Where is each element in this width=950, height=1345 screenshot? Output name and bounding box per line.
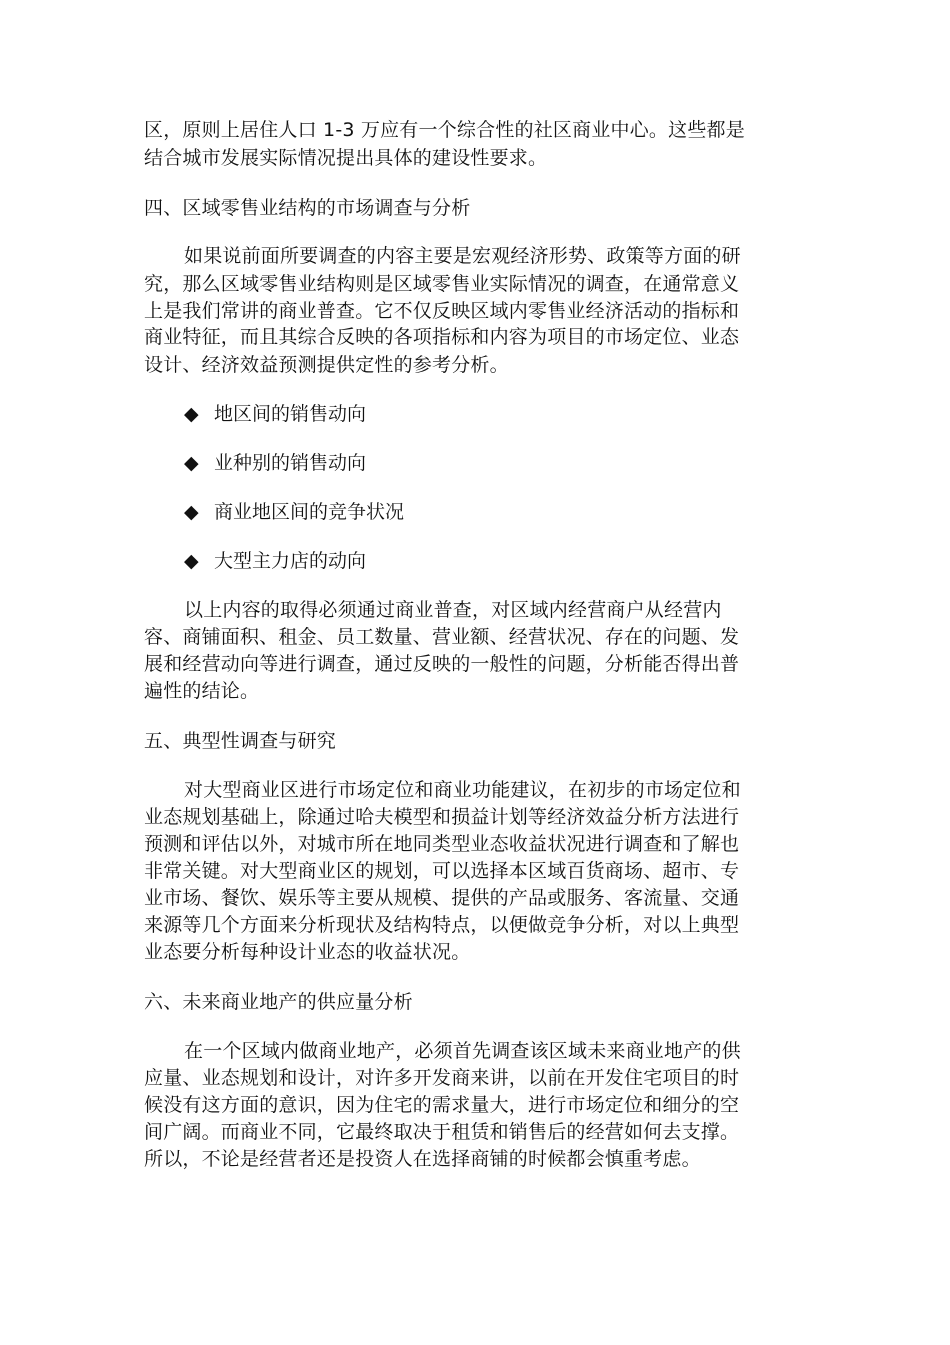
paragraph-line: 对大型商业区进行市场定位和商业功能建议，在初步的市场定位和 bbox=[184, 779, 741, 801]
list-item-label: 商业地区间的竞争状况 bbox=[214, 501, 405, 523]
paragraph-line: 以上内容的取得必须通过商业普查，对区域内经营商户从经营内 bbox=[184, 599, 722, 621]
list-item-label: 地区间的销售动向 bbox=[214, 403, 367, 425]
paragraph-line: 所以，不论是经营者还是投资人在选择商铺的时候都会慎重考虑。 bbox=[144, 1148, 701, 1170]
paragraph-line: 区，原则上居住人口 1-3 万应有一个综合性的社区商业中心。这些都是 bbox=[144, 119, 745, 141]
diamond-bullet-icon: ◆ bbox=[184, 403, 199, 425]
paragraph-line: 候没有这方面的意识，因为住宅的需求量大，进行市场定位和细分的空 bbox=[144, 1094, 740, 1116]
section-heading: 五、典型性调查与研究 bbox=[144, 730, 337, 752]
list-item bbox=[184, 450, 366, 476]
list-item-label: 大型主力店的动向 bbox=[214, 550, 367, 572]
paragraph-line: 容、商铺面积、租金、员工数量、营业额、经营状况、存在的问题、发 bbox=[144, 626, 740, 648]
paragraph-line: 遍性的结论。 bbox=[144, 680, 260, 702]
paragraph-line: 究，那么区域零售业结构则是区域零售业实际情况的调查，在通常意义 bbox=[144, 273, 740, 295]
paragraph-line: 展和经营动向等进行调查，通过反映的一般性的问题，分析能否得出普 bbox=[144, 653, 740, 675]
list-item bbox=[184, 401, 366, 427]
paragraph-line: 非常关键。对大型商业区的规划，可以选择本区域百货商场、超市、专 bbox=[144, 860, 740, 882]
list-item-label: 业种别的销售动向 bbox=[214, 452, 367, 474]
paragraph-line: 在一个区域内做商业地产，必须首先调查该区域未来商业地产的供 bbox=[184, 1040, 741, 1062]
list-item bbox=[184, 499, 404, 525]
paragraph-line: 预测和评估以外，对城市所在地同类型业态收益状况进行调查和了解也 bbox=[144, 833, 740, 855]
section-heading: 四、区域零售业结构的市场调查与分析 bbox=[144, 197, 471, 219]
paragraph-line: 如果说前面所要调查的内容主要是宏观经济形势、政策等方面的研 bbox=[184, 245, 741, 267]
paragraph-line: 设计、经济效益预测提供定性的参考分析。 bbox=[144, 354, 509, 376]
paragraph-line: 应量、业态规划和设计，对许多开发商来讲，以前在开发住宅项目的时 bbox=[144, 1067, 740, 1089]
paragraph-line: 业市场、餐饮、娱乐等主要从规模、提供的产品或服务、客流量、交通 bbox=[144, 887, 740, 909]
diamond-bullet-icon: ◆ bbox=[184, 452, 199, 474]
paragraph-line: 上是我们常讲的商业普查。它不仅反映区域内零售业经济活动的指标和 bbox=[144, 300, 740, 322]
paragraph-line: 结合城市发展实际情况提出具体的建设性要求。 bbox=[144, 147, 548, 169]
paragraph-line: 来源等几个方面来分析现状及结构特点，以便做竞争分析，对以上典型 bbox=[144, 914, 740, 936]
paragraph-line: 间广阔。而商业不同，它最终取决于租赁和销售后的经营如何去支撑。 bbox=[144, 1121, 740, 1143]
list-item bbox=[184, 548, 366, 574]
section-heading: 六、未来商业地产的供应量分析 bbox=[144, 991, 413, 1013]
paragraph-line: 业态要分析每种设计业态的收益状况。 bbox=[144, 941, 471, 963]
diamond-bullet-icon: ◆ bbox=[184, 501, 199, 523]
paragraph-line: 商业特征，而且其综合反映的各项指标和内容为项目的市场定位、业态 bbox=[144, 326, 740, 348]
diamond-bullet-icon: ◆ bbox=[184, 550, 199, 572]
paragraph-line: 业态规划基础上，除通过哈夫模型和损益计划等经济效益分析方法进行 bbox=[144, 806, 740, 828]
